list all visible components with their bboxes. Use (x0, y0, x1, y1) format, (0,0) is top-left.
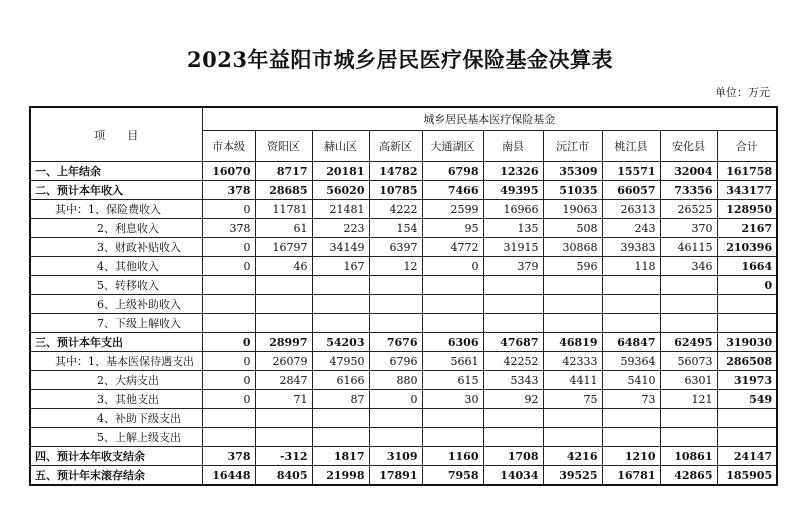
table-cell: 8405 (255, 466, 312, 486)
table-cell: 31915 (483, 238, 543, 257)
document-title: 2023年益阳市城乡居民医疗保险基金决算表 (187, 47, 613, 72)
table-cell: 16070 (202, 162, 255, 181)
table-cell: 42333 (543, 352, 602, 371)
column-header: 沅江市 (543, 131, 602, 162)
table-cell: 1708 (483, 447, 543, 466)
table-cell: 12326 (483, 162, 543, 181)
table-cell: 378 (202, 181, 255, 200)
table-cell (202, 314, 255, 333)
row-label: 四、预计本年收支结余 (30, 447, 202, 466)
table-cell: 4216 (543, 447, 602, 466)
table-cell: 32004 (660, 162, 717, 181)
table-cell (369, 276, 422, 295)
table-cell: 549 (717, 390, 777, 409)
table-cell: 12 (369, 257, 422, 276)
table-cell: 2599 (422, 200, 483, 219)
table-cell (543, 409, 602, 428)
row-label: 一、上年结余 (30, 162, 202, 181)
table-cell (660, 314, 717, 333)
table-cell: 21998 (312, 466, 369, 486)
table-cell: 0 (202, 333, 255, 352)
table-cell: 39383 (602, 238, 660, 257)
column-header: 赫山区 (312, 131, 369, 162)
table-cell: 346 (660, 257, 717, 276)
table-cell: 2847 (255, 371, 312, 390)
table-cell (483, 276, 543, 295)
header-row-group (30, 107, 777, 131)
table-cell: 46819 (543, 333, 602, 352)
table-cell: 508 (543, 219, 602, 238)
table-cell: 378 (202, 447, 255, 466)
table-row (30, 333, 777, 352)
column-header: 市本级 (202, 131, 255, 162)
table-cell: 47950 (312, 352, 369, 371)
table-row (30, 314, 777, 333)
table-cell: 26525 (660, 200, 717, 219)
column-header: 合计 (717, 131, 777, 162)
row-label: 二、预计本年收入 (30, 181, 202, 200)
table-cell (312, 314, 369, 333)
table-cell: 880 (369, 371, 422, 390)
table-cell: 161758 (717, 162, 777, 181)
table-cell: 3109 (369, 447, 422, 466)
table-cell: 42865 (660, 466, 717, 486)
table-cell (369, 409, 422, 428)
table-cell: 6301 (660, 371, 717, 390)
table-cell: 66057 (602, 181, 660, 200)
table-row (30, 295, 777, 314)
table-cell: 0 (717, 276, 777, 295)
table-cell: 243 (602, 219, 660, 238)
table-cell: 47687 (483, 333, 543, 352)
table-cell (717, 428, 777, 447)
row-label: 3、其他支出 (30, 390, 202, 409)
table-cell (602, 295, 660, 314)
table-cell: 56073 (660, 352, 717, 371)
table-cell (422, 314, 483, 333)
row-label: 2、利息收入 (30, 219, 202, 238)
table-cell (717, 409, 777, 428)
table-cell: 7676 (369, 333, 422, 352)
table-cell: 8717 (255, 162, 312, 181)
row-label: 五、预计年末滚存结余 (30, 466, 202, 486)
table-cell: 16448 (202, 466, 255, 486)
table-row (30, 409, 777, 428)
table-cell: 42252 (483, 352, 543, 371)
table-cell: 62495 (660, 333, 717, 352)
table-cell (255, 428, 312, 447)
table-cell: 35309 (543, 162, 602, 181)
table-row (30, 238, 777, 257)
table-cell: 121 (660, 390, 717, 409)
table-cell (422, 428, 483, 447)
table-cell: 6397 (369, 238, 422, 257)
table-cell: 59364 (602, 352, 660, 371)
table-cell: 370 (660, 219, 717, 238)
table-row (30, 371, 777, 390)
table-cell: 4411 (543, 371, 602, 390)
table-cell: 0 (202, 238, 255, 257)
table-cell (543, 428, 602, 447)
table-cell (483, 314, 543, 333)
table-cell: 4222 (369, 200, 422, 219)
table-row (30, 352, 777, 371)
table-cell (202, 295, 255, 314)
table-cell (602, 409, 660, 428)
table-cell: 87 (312, 390, 369, 409)
table-cell: 16781 (602, 466, 660, 486)
row-label: 3、财政补贴收入 (30, 238, 202, 257)
table-cell: 16797 (255, 238, 312, 257)
row-label: 7、下级上解收入 (30, 314, 202, 333)
table-cell: 73356 (660, 181, 717, 200)
table-row (30, 276, 777, 295)
column-header: 桃江县 (602, 131, 660, 162)
table-cell: 7958 (422, 466, 483, 486)
table-cell: 7466 (422, 181, 483, 200)
table-cell: 28685 (255, 181, 312, 200)
table-cell (543, 276, 602, 295)
table-cell: 95 (422, 219, 483, 238)
table-cell: 1160 (422, 447, 483, 466)
table-cell (202, 428, 255, 447)
column-header: 资阳区 (255, 131, 312, 162)
table-cell: 21481 (312, 200, 369, 219)
table-cell: 319030 (717, 333, 777, 352)
table-cell: 30868 (543, 238, 602, 257)
table-cell: 73 (602, 390, 660, 409)
table-cell: 10861 (660, 447, 717, 466)
row-label: 5、上解上级支出 (30, 428, 202, 447)
row-label: 4、补助下级支出 (30, 409, 202, 428)
table-cell: 135 (483, 219, 543, 238)
table-cell (255, 276, 312, 295)
item-header: 项 目 (30, 107, 202, 162)
table-cell: 31973 (717, 371, 777, 390)
table-cell: 154 (369, 219, 422, 238)
table-cell: 49395 (483, 181, 543, 200)
table-cell: 5343 (483, 371, 543, 390)
table-cell (602, 276, 660, 295)
table-row (30, 466, 777, 486)
table-cell: 16966 (483, 200, 543, 219)
table-cell: 46115 (660, 238, 717, 257)
table-cell: 15571 (602, 162, 660, 181)
table-cell: -312 (255, 447, 312, 466)
table-cell: 2167 (717, 219, 777, 238)
table-cell: 11781 (255, 200, 312, 219)
table-cell: 0 (369, 390, 422, 409)
column-header: 大通湖区 (422, 131, 483, 162)
table-cell (369, 428, 422, 447)
row-label: 2、大病支出 (30, 371, 202, 390)
table-cell: 378 (202, 219, 255, 238)
table-cell (202, 409, 255, 428)
table-cell: 64847 (602, 333, 660, 352)
table-cell: 0 (202, 371, 255, 390)
table-cell: 615 (422, 371, 483, 390)
table-cell (660, 428, 717, 447)
table-cell (312, 276, 369, 295)
table-cell: 1817 (312, 447, 369, 466)
table-row (30, 447, 777, 466)
table-cell (660, 409, 717, 428)
table-cell (483, 409, 543, 428)
table-cell (369, 295, 422, 314)
table-cell: 6306 (422, 333, 483, 352)
table-cell: 5661 (422, 352, 483, 371)
table-cell (312, 295, 369, 314)
table-cell: 4772 (422, 238, 483, 257)
table-cell (422, 276, 483, 295)
row-label: 其中：1、基本医保待遇支出 (30, 352, 202, 371)
table-cell (422, 409, 483, 428)
table-cell: 17891 (369, 466, 422, 486)
table-row (30, 200, 777, 219)
table-cell: 6798 (422, 162, 483, 181)
table-cell (543, 314, 602, 333)
table-cell: 0 (202, 257, 255, 276)
table-cell: 379 (483, 257, 543, 276)
table-row (30, 181, 777, 200)
table-cell: 28997 (255, 333, 312, 352)
table-cell: 14782 (369, 162, 422, 181)
table-cell: 343177 (717, 181, 777, 200)
table-cell: 51035 (543, 181, 602, 200)
table-cell: 0 (202, 390, 255, 409)
column-header: 安化县 (660, 131, 717, 162)
table-row (30, 257, 777, 276)
table-cell: 61 (255, 219, 312, 238)
table-cell: 128950 (717, 200, 777, 219)
table-cell: 19063 (543, 200, 602, 219)
table-cell (602, 314, 660, 333)
table-cell: 10785 (369, 181, 422, 200)
table-cell: 223 (312, 219, 369, 238)
table-cell: 24147 (717, 447, 777, 466)
table-row (30, 162, 777, 181)
table-cell (255, 295, 312, 314)
table-cell (543, 295, 602, 314)
table-cell: 185905 (717, 466, 777, 486)
table-cell: 0 (202, 352, 255, 371)
table-cell: 54203 (312, 333, 369, 352)
table-cell: 92 (483, 390, 543, 409)
row-label: 5、转移收入 (30, 276, 202, 295)
table-cell (483, 428, 543, 447)
table-cell: 167 (312, 257, 369, 276)
unit-label: 单位：万元 (715, 86, 770, 99)
table-cell: 1664 (717, 257, 777, 276)
table-cell: 286508 (717, 352, 777, 371)
table-cell (312, 409, 369, 428)
table-cell: 56020 (312, 181, 369, 200)
table-cell: 210396 (717, 238, 777, 257)
table-cell (255, 314, 312, 333)
table-cell: 34149 (312, 238, 369, 257)
table-row (30, 219, 777, 238)
table-cell (255, 409, 312, 428)
table-cell (483, 295, 543, 314)
table-cell: 39525 (543, 466, 602, 486)
table-cell: 0 (422, 257, 483, 276)
table-cell: 26079 (255, 352, 312, 371)
table-cell: 20181 (312, 162, 369, 181)
group-header: 城乡居民基本医疗保险基金 (202, 107, 777, 131)
table-cell (602, 428, 660, 447)
table-cell: 6796 (369, 352, 422, 371)
table-cell: 46 (255, 257, 312, 276)
table-row (30, 428, 777, 447)
table-cell: 118 (602, 257, 660, 276)
table-cell (422, 295, 483, 314)
table-cell: 0 (202, 200, 255, 219)
table-cell: 14034 (483, 466, 543, 486)
table-cell: 1210 (602, 447, 660, 466)
table-cell: 75 (543, 390, 602, 409)
row-label: 其中：1、保险费收入 (30, 200, 202, 219)
table-cell: 30 (422, 390, 483, 409)
table-cell: 5410 (602, 371, 660, 390)
table-cell (660, 295, 717, 314)
column-header: 高新区 (369, 131, 422, 162)
table-cell (202, 276, 255, 295)
row-label: 4、其他收入 (30, 257, 202, 276)
table-cell (660, 276, 717, 295)
table-cell (717, 314, 777, 333)
table-cell: 596 (543, 257, 602, 276)
table-cell: 71 (255, 390, 312, 409)
fund-table (29, 106, 778, 486)
table-cell: 6166 (312, 371, 369, 390)
row-label: 6、上级补助收入 (30, 295, 202, 314)
table-cell (717, 295, 777, 314)
table-cell (369, 314, 422, 333)
table-cell: 26313 (602, 200, 660, 219)
row-label: 三、预计本年支出 (30, 333, 202, 352)
table-row (30, 390, 777, 409)
table-cell (312, 428, 369, 447)
column-header: 南县 (483, 131, 543, 162)
